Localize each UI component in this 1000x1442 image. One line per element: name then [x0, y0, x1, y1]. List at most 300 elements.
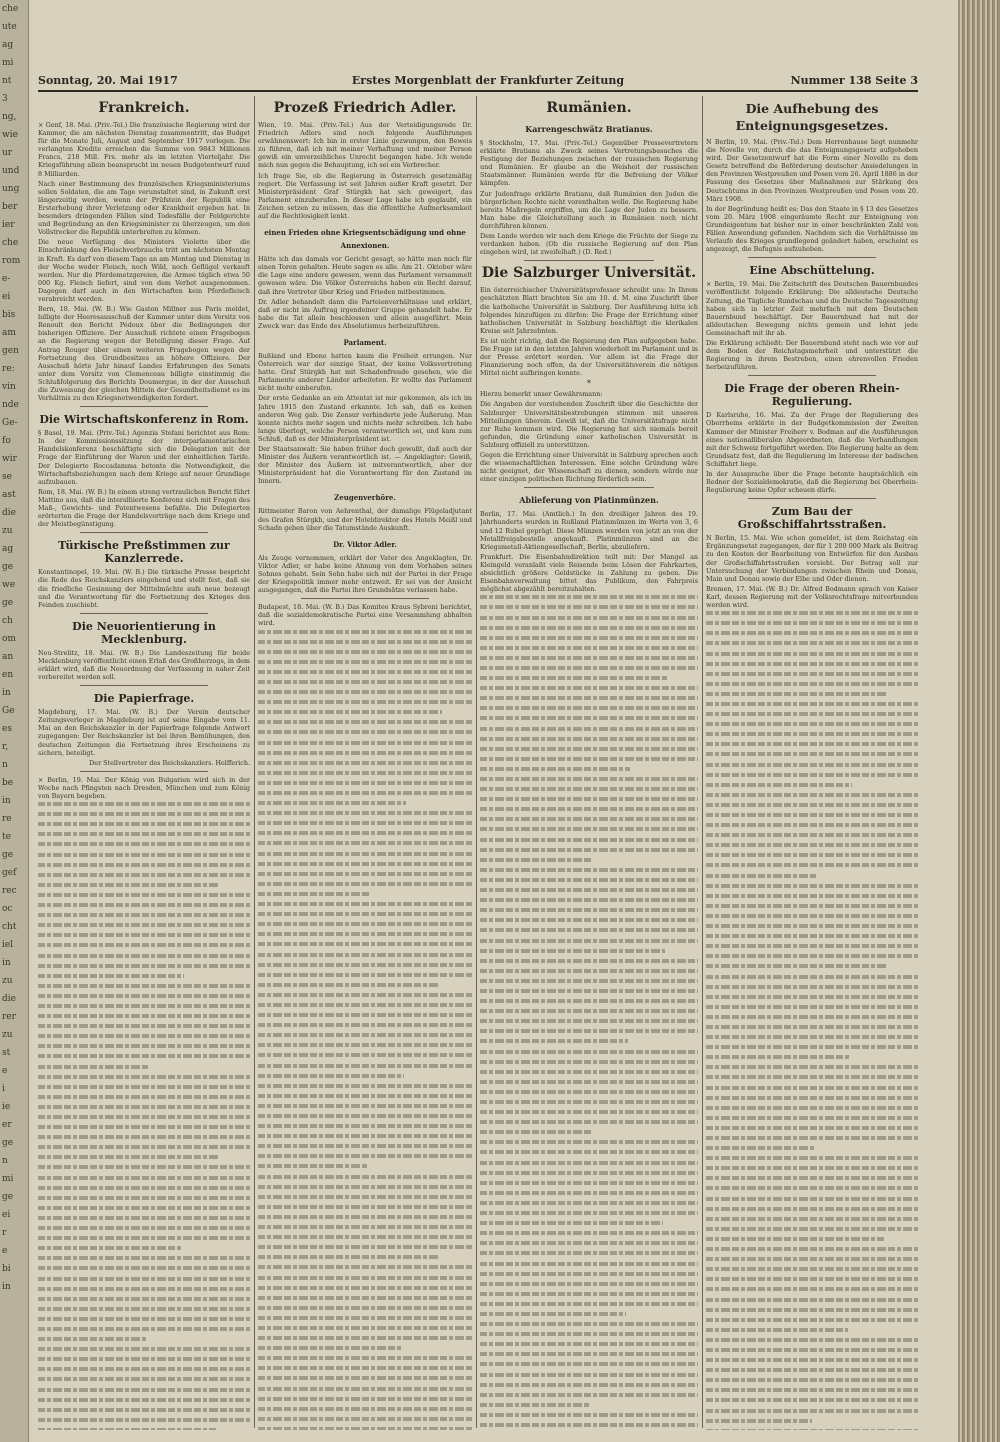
print-line	[706, 682, 918, 690]
print-line	[480, 1110, 698, 1118]
print-line	[706, 1368, 918, 1376]
article-paragraph: Die neue Verfügung des Ministers Violette über die Einschränkung des Fleischverbrauchs tritt am nächsten Montag in Kraft. Es darf von diesem Tage an am Montag und Dienstag in der Woche weder Fleisch, noch Wild, noch Geflügel verkauft werden. Nur die Pferdemetzgereien, die Armee täglich etwa 50 000 Kg. Fleisch liefert, sind von dem Verbot ausgenommen. Dagegen darf auch in den Wirtschaften kein Pferdefleisch verabreicht werden.	[38, 238, 250, 303]
print-line	[706, 1025, 918, 1033]
print-line	[706, 954, 918, 962]
print-line	[480, 1029, 698, 1037]
adjacent-page-fragment: n	[2, 760, 8, 770]
print-line	[258, 720, 472, 728]
adjacent-page-fragment: Ge-	[2, 418, 18, 428]
print-line	[258, 922, 472, 930]
print-line	[706, 975, 918, 983]
print-line	[258, 1296, 472, 1304]
print-line	[480, 1130, 698, 1138]
print-line	[480, 797, 698, 805]
article-paragraph: × Berlin, 19. Mai. Der König von Bulgarien wird sich in der Woche nach Pfingsten nach Dresden, München und zum König von Bayern begeben.	[38, 775, 250, 800]
adjacent-page-fragment: zu	[2, 526, 13, 536]
adjacent-page-fragment: ur	[2, 148, 13, 158]
print-line	[706, 692, 918, 700]
print-line	[706, 611, 918, 619]
print-line	[258, 690, 472, 698]
print-line	[38, 1357, 250, 1365]
print-line	[480, 807, 698, 815]
column-divider	[476, 96, 477, 1428]
column-3: Rumänien. Karrengeschwätz Bratianus. § Stockholm, 17. Mai. (Priv.-Tel.) Gegenüber Pressevertretern erklärte Bratianu als Zweck seines Vertretungsbesuches die Festigung der Beziehungen zwischen der russischen Regierung und Rumänien. Er glaube an die Weisheit der russischen Staatsmänner. Rumänien werde für die Befreiung der Völker kämpfen. Zur Judenfrage erklärte Bratianu, daß Rumänien den Juden die bürgerlichen Rechte nicht vorenthalten wolle. Die Regierung habe bereits Maßregeln ergriffen, um die Lage der Juden zu bessern. Man habe die Gleichstellung auch in Rumänien noch nicht durchführen können. Dem Lande werden wir nach dem Kriege die Früchte der Siege zu verdanken haben. (Ob die russische Regierung auf den Plan eingehen wird, ist zweifelhaft.) (D. Red.) Die Salzburger Universität. Ein österreichischer Universitätsprofessor schreibt uns: In Ihrem geschätzten Blatt brachten Sie am 10. d. M. eine Zuschrift über die katholische Universität in Salzburg. Der Ausführung bitte ich folgendes hinzufügen zu dürfen: Die Frage der Errichtung einer katholischen Universität in Salzburg beschäftigt die klerikalen Kreise seit Jahrzehnten. Es ist nicht richtig, daß die Regierung den Plan aufgegeben habe. Die Frage ist in den letzten Jahren wiederholt im Parlament und in der Presse erörtert worden. Vor allem ist die Frage der Finanzierung noch offen, da der Universitätsverein die nötigen Mittel nicht aufbringen konnte. * Hierzu bemerkt unser Gewährsmann: Die Angaben der vorstehenden Zuschrift über die Geschichte der Salzburger Universitätsbestrebungen stimmen mit unseren Mitteilungen überein. Gewiß ist, daß die Universitätsfrage nicht zur Ruhe kommen wird. Die Regierung hat sich niemals bereit gefunden, die Gründung einer katholischen Universität in Salzburg offiziell zu unterstützen. Gegen die Errichtung einer Universität in Salzburg sprechen auch die wissenschaftlichen Interessen. Eine solche Gründung wäre nicht geeignet, der Wissenschaft zu dienen, sondern würde nur einer einzigen politischen Richtung förderlich sein. Ablieferung von Platinmünzen. Berlin, 17. Mai. (Amtlich.) In den dreißiger Jahren des 19. Jahrhunderts wurden in Rußland Platinmünzen im Werte von 3, 6 und 12 Rubel geprägt. Diese Münzen werden von jetzt an von der Metallfreigabestelle angekauft. Platinmünzen sind an die Kriegsmetall-Aktiengesellschaft, Berlin, abzuliefern. Frankfurt. Die Eisenbahndirektion teilt mit: Der Mangel an Kleingeld veranlaßt viele Reisende beim Lösen der Fahrkarten, absichtlich größere Geldstücke in Zahlung zu geben. Die Eisenbahnverwaltung bittet das Publikum, den Fahrpreis möglichst abgezählt bereitzuhalten.	[480, 96, 698, 1430]
article-paragraph: Hätte ich das damals vor Gericht gesagt, so hätte man mich für einen Toren gehalten. Heute sagen es alle. Am 21. Oktober wäre die Lage eine andere gewesen, wenn das Parlament versammelt gewesen wäre. Die Völker Österreichs haben ein Recht darauf, daß ihre Vertreter über Krieg und Frieden mitbestimmen.	[258, 255, 472, 296]
print-line	[258, 973, 472, 981]
adjacent-page-fragment: die	[2, 994, 16, 1004]
print-line	[258, 1265, 472, 1273]
print-line	[480, 1100, 698, 1108]
adjacent-page-fragment: gef	[2, 868, 17, 878]
print-line	[38, 1266, 250, 1274]
print-line	[38, 1024, 250, 1032]
print-line	[706, 1055, 918, 1063]
book-page-edges	[958, 0, 1000, 1442]
print-line	[706, 1348, 918, 1356]
adjacent-page-fragment: e	[2, 1246, 8, 1256]
print-line	[706, 894, 918, 902]
adjacent-page-fragment: st	[2, 1048, 11, 1058]
adjacent-page-fragment: in	[2, 688, 11, 698]
column-4	[706, 96, 918, 1430]
print-line	[480, 989, 698, 997]
print-line	[706, 793, 918, 801]
print-line	[706, 995, 918, 1003]
print-line	[706, 641, 918, 649]
print-line	[38, 863, 250, 871]
print-line	[480, 767, 698, 775]
print-line	[480, 605, 698, 613]
adjacent-page-fragment: ung	[2, 184, 20, 194]
adjacent-page-fragment: be	[2, 778, 14, 788]
print-line	[480, 595, 698, 603]
print-line	[258, 1276, 472, 1284]
print-line	[258, 1114, 472, 1122]
print-line	[480, 1140, 698, 1148]
print-line	[706, 1166, 918, 1174]
adjacent-page-fragment: che	[2, 4, 19, 14]
adjacent-page-fragment: wie	[2, 130, 18, 140]
article-paragraph: Die Angaben der vorstehenden Zuschrift über die Geschichte der Salzburger Universitätsbestrebungen stimmen mit unseren Mitteilungen überein. Gewiß ist, daß die Universitätsfrage nicht zur Ruhe kommen wird. Die Regierung hat sich niemals bereit gefunden, die Gründung einer katholischen Universität in Salzburg offiziell zu unterstützen.	[480, 400, 698, 449]
print-line	[258, 741, 472, 749]
print-line	[258, 902, 472, 910]
print-line	[706, 1378, 918, 1386]
article-paragraph: × Berlin, 19. Mai. Die Zeitschrift des Deutschen Bauernbundes veröffentlicht folgende Erklärung: Die alldeutsche Deutsche Zeitung, die Tägliche Rundschau und die Deutsche Tageszeitung haben sich in letzter Zeit mehrfach mit dem Deutschen Bauernbund beschäftigt. Der Bauernbund hat mit der alldeutschen Bewegung nichts gemein und lehnt jede Gemeinschaft mit ihr ab.	[706, 280, 918, 337]
adjacent-page-fragment: ber	[2, 202, 18, 212]
print-line	[706, 1217, 918, 1225]
print-line	[38, 802, 250, 810]
print-line	[38, 1408, 250, 1416]
print-line	[480, 1120, 698, 1128]
adjacent-page-fragment: vin	[2, 382, 16, 392]
print-line	[706, 621, 918, 629]
print-line	[480, 888, 698, 896]
article-paragraph: N Berlin, 19. Mai. (Priv.-Tel.) Dem Herrenhause liegt nunmehr die Novelle vor, durch die das Enteignungsgesetz aufgehoben wird. Der Gesetzentwurf hat die Form einer Novelle zu dem Gesetz betreffend die Beförderung deutscher Ansiedelungen in den Provinzen Westpreußen und Posen vom 26. April 1886 in der Fassung des Gesetzes über Maßnahmen zur Stärkung des Deutschtums in den Provinzen Westpreußen und Posen vom 20. März 1908.	[706, 138, 918, 203]
print-line	[258, 660, 472, 668]
print-line	[258, 1195, 472, 1203]
adjacent-page-fragment: ag	[2, 544, 14, 554]
adjacent-page-fragment: ei	[2, 292, 11, 302]
print-line	[258, 872, 472, 880]
print-line	[480, 1383, 698, 1391]
adjacent-page-fragment: ie	[2, 1102, 11, 1112]
headline-mecklenburg: Die Neuorientierung in Mecklenburg.	[72, 619, 216, 646]
print-line	[258, 1215, 472, 1223]
adjacent-page-fragment: ge	[2, 1138, 14, 1148]
print-line	[258, 1053, 472, 1061]
print-line	[258, 1154, 472, 1162]
adjacent-page-fragment: ute	[2, 22, 17, 32]
print-line	[38, 1277, 250, 1285]
print-line	[480, 1262, 698, 1270]
print-line	[38, 1388, 250, 1396]
header-rule	[38, 90, 918, 92]
print-line	[38, 812, 250, 820]
print-line	[706, 1318, 918, 1326]
print-line	[258, 1164, 472, 1172]
headline-platinmuenzen: Ablieferung von Platinmünzen.	[519, 495, 659, 506]
print-line	[38, 853, 250, 861]
column-filler	[258, 630, 472, 1431]
print-line	[38, 1115, 250, 1123]
print-line	[706, 1267, 918, 1275]
print-line	[258, 630, 472, 638]
print-line	[258, 1134, 472, 1142]
print-line	[480, 716, 698, 724]
print-line	[258, 1003, 472, 1011]
headline-rhein-regulierung: Die Frage der oberen Rhein-Regulierung.	[724, 382, 900, 409]
print-line	[38, 943, 250, 951]
adjacent-page-fragment: an	[2, 652, 14, 662]
adjacent-page-fragment: ast	[2, 490, 16, 500]
print-line	[258, 1235, 472, 1243]
article-paragraph: Berlin, 17. Mai. (Amtlich.) In den dreißiger Jahren des 19. Jahrhunderts wurden in Rußland Platinmünzen im Werte von 3, 6 und 12 Rubel geprägt. Diese Münzen werden von jetzt an von der Metallfreigabestelle angekauft. Platinmünzen sind an die Kriegsmetall-Aktiengesellschaft, Berlin, abzuliefern.	[480, 510, 698, 551]
article-paragraph: § Basel, 19. Mai. (Priv.-Tel.) Agenzia Stefani berichtet aus Rom: In der Kommissionssitzung der interparlamentarischen Handelskonferenz beschäftigte sich die Delegation mit der Frage der Einführung der Waren und der einheitlichen Tarife. Der Delegierte Roccadamma betonte die Notwendigkeit, die Wirtschaftsbeziehungen nach dem Kriege auf neuer Grundlage aufzubauen.	[38, 429, 250, 486]
print-line	[480, 676, 698, 684]
print-line	[706, 1298, 918, 1306]
print-line	[706, 783, 918, 791]
subheading: Parlament.	[343, 337, 387, 347]
adjacent-page-fragment: e-	[2, 274, 11, 284]
print-line	[706, 1176, 918, 1184]
print-line	[480, 1251, 698, 1259]
article-paragraph: Budapest, 18. Mai. (W. B.) Das Komitee Kraus Sybreni berichtet, daß die sozialdemokratische Partei eine Versammlung abhalten wird.	[258, 603, 472, 628]
print-line	[258, 932, 472, 940]
print-line	[38, 842, 250, 850]
print-line	[258, 761, 472, 769]
print-line	[38, 1155, 250, 1163]
column-1	[38, 96, 250, 1430]
adjacent-page-fragment: die	[2, 508, 16, 518]
print-line	[706, 884, 918, 892]
print-line	[480, 1423, 698, 1430]
article-paragraph: Magdeburg, 17. Mai. (W. B.) Der Verein deutscher Zeitungsverleger in Magdeburg ist auf seine Eingabe vom 11. Mai an den Reichskanzler in der Papierfrage folgende Antwort zugegangen: Der Reichskanzler ist bei ihren Bemühungen, den deutschen Zeitungen die Fortsetzung ihres Erscheinens zu sichern, beteiligt.	[38, 708, 250, 757]
print-line	[480, 1060, 698, 1068]
print-line	[706, 1126, 918, 1134]
print-line	[38, 1287, 250, 1295]
print-line	[480, 1191, 698, 1199]
print-line	[38, 1145, 250, 1153]
print-line	[480, 878, 698, 886]
print-line	[258, 1175, 472, 1183]
print-line	[258, 953, 472, 961]
column-filler	[38, 802, 250, 1430]
print-line	[38, 1398, 250, 1406]
print-line	[706, 1328, 918, 1336]
print-line	[706, 712, 918, 720]
adjacent-page-fragment: ch	[2, 616, 13, 626]
print-line	[38, 964, 250, 972]
article-paragraph: In der Begründung heißt es: Das den Staate in § 13 des Gesetzes vom 20. März 1908 eingeräumte Recht zur Enteignung von Grundeigentum hat bisher nur in einer beschränkten Zahl von Fällen Anwendung gefunden. Nachdem sich die Verhältnisse im Verlaufe des Krieges grundlegend geändert haben, erscheint es angezeigt, die Befugnis aufzuheben.	[706, 204, 918, 254]
subheading: Dr. Viktor Adler.	[333, 539, 397, 549]
print-line	[258, 852, 472, 860]
print-line	[258, 1376, 472, 1384]
subheading: Zeugenverhöre.	[334, 493, 396, 503]
adjacent-page-fragment: nde	[2, 400, 19, 410]
print-line	[258, 700, 472, 708]
print-line	[706, 853, 918, 861]
print-line	[706, 752, 918, 760]
article-paragraph: Rittmeister Baron von Aehrenthal, der damalige Flügeladjutant des Grafen Stürgkh, und der Hoteldirektor des Hotels Meißl und Schadn geben über die Tatumstände Auskunft.	[258, 507, 472, 532]
print-line	[38, 1135, 250, 1143]
adjacent-page-fragment: in	[2, 796, 11, 806]
adjacent-page-fragment: Ge	[2, 706, 15, 716]
column-2	[258, 96, 472, 1430]
print-line	[38, 1246, 250, 1254]
print-line	[706, 1398, 918, 1406]
print-line	[706, 1086, 918, 1094]
headline-papierfrage: Die Papierfrage.	[93, 692, 195, 706]
print-line	[258, 993, 472, 1001]
print-line	[258, 963, 472, 971]
column-filler	[706, 611, 918, 1430]
print-line	[480, 1181, 698, 1189]
print-line	[38, 1206, 250, 1214]
print-line	[480, 918, 698, 926]
print-line	[706, 985, 918, 993]
adjacent-page-fragment: ng,	[2, 112, 17, 122]
article-paragraph: Die Erklärung schließt: Der Bauernbund steht nach wie vor auf dem Boden der Reichstagsmehrheit und unterstützt die Regierung in ihrem Bestreben, einen ehrenvollen Frieden herbeizuführen.	[706, 338, 918, 372]
print-line	[480, 1282, 698, 1290]
print-line	[706, 1277, 918, 1285]
adjacent-page-fragment: ge	[2, 1192, 14, 1202]
print-line	[258, 1043, 472, 1051]
article-paragraph: D Karlsruhe, 16. Mai. Zu der Frage der Regulierung des Oberrheins erklärte in der Budgetkommission der Zweiten Kammer der Minister Freiherr v. Bodman auf die Ausführungen eines nationalliberalen Abgeordneten, daß die Verhandlungen mit der Schweiz fortgeführt werden. Die Regierung halte an dem Grundsatz fest, daß die Regulierung im Interesse der badischen Schiffahrt liege.	[706, 411, 918, 468]
print-line	[480, 999, 698, 1007]
article-paragraph: Rußland und Ebene hatten kaum die Freiheit errungen. Nur Österreich war der einzige Staat, der keine Volksvertretung hatte. Graf Stürgkh hat mit Schadenfreude gesehen, wie die Parlamente anderer Länder arbeiteten. Er wollte das Parlament nicht mehr einberufen.	[258, 351, 472, 393]
print-line	[706, 904, 918, 912]
print-line	[706, 722, 918, 730]
article-paragraph: Gegen die Errichtung einer Universität in Salzburg sprechen auch die wissenschaftlichen Interessen. Eine solche Gründung wäre nicht geeignet, der Wissenschaft zu dienen, sondern würde nur einer einzigen politischen Richtung förderlich sein.	[480, 451, 698, 484]
print-line	[706, 843, 918, 851]
print-line	[706, 672, 918, 680]
print-line	[38, 1065, 250, 1073]
print-line	[480, 1161, 698, 1169]
print-line	[480, 1019, 698, 1027]
print-line	[258, 1225, 472, 1233]
print-line	[258, 882, 472, 890]
print-line	[480, 1302, 698, 1310]
print-line	[706, 1287, 918, 1295]
print-line	[706, 803, 918, 811]
print-line	[706, 1409, 918, 1417]
article-paragraph: Ein österreichischer Universitätsprofessor schreibt uns: In Ihrem geschätzten Blatt brachten Sie am 10. d. M. eine Zuschrift über die katholische Universität in Salzburg. Der Ausführung bitte ich folgendes hinzufügen zu dürfen: Die Frage der Errichtung einer katholischen Universität in Salzburg beschäftigt die klerikalen Kreise seit Jahrzehnten.	[480, 286, 698, 335]
adjacent-page-fragment: we	[2, 580, 16, 590]
print-line	[706, 1197, 918, 1205]
adjacent-page-fragment: in	[2, 958, 11, 968]
print-line	[480, 1039, 698, 1047]
print-line	[480, 898, 698, 906]
print-line	[38, 1226, 250, 1234]
print-line	[38, 1014, 250, 1022]
article-paragraph: Es ist nicht richtig, daß die Regierung den Plan aufgegeben habe. Die Frage ist in den letzten Jahren wiederholt im Parlament und in der Presse erörtert worden. Vor allem ist die Frage der Finanzierung noch offen, da der Universitätsverein die nötigen Mittel nicht aufbringen konnte.	[480, 336, 698, 378]
print-line	[480, 848, 698, 856]
print-line	[258, 781, 472, 789]
print-line	[258, 650, 472, 658]
print-line	[258, 841, 472, 849]
column-filler	[480, 595, 698, 1430]
print-line	[258, 751, 472, 759]
print-line	[258, 1084, 472, 1092]
adjacent-page-fragment: mi	[2, 1174, 14, 1184]
adjacent-page-fragment: fo	[2, 436, 11, 446]
headline-abschuettelung: Eine Abschüttelung.	[749, 264, 875, 278]
print-line	[706, 1227, 918, 1235]
print-line	[480, 706, 698, 714]
adjacent-page-fragment: ei	[2, 1210, 11, 1220]
adjacent-page-fragment: und	[2, 166, 20, 176]
print-line	[258, 1064, 472, 1072]
page-number: Nummer 138 Seite 3	[790, 74, 918, 87]
print-line	[258, 710, 472, 718]
adjacent-page-fragment: ge	[2, 850, 14, 860]
print-line	[38, 1095, 250, 1103]
article-paragraph: In der Aussprache über die Frage betonte hauptsächlich ein Redner der Sozialdemokratie, daß die Regierung bei Oberrhein-Regulierung keine Opfer scheuen dürfe.	[706, 470, 918, 495]
print-line	[706, 773, 918, 781]
article-paragraph: Der Staatsanwalt: Sie haben früher doch gewußt, daß auch der Minister des Äußern verantwortlich ist. — Angeklagter: Gewiß, der Minister des Äußern ist mitverantwortlich, aber der Ministerpräsident hat die Verantwortung für den Zustand im Innern.	[258, 445, 472, 486]
adjacent-page-fragment: zu	[2, 1030, 13, 1040]
print-line	[706, 1237, 918, 1245]
print-line	[38, 1307, 250, 1315]
adjacent-page-fragment: iel	[2, 940, 14, 950]
headline-rumaenien: Rumänien.	[546, 100, 632, 116]
column-divider	[254, 96, 255, 1428]
print-line	[38, 903, 250, 911]
print-line	[480, 979, 698, 987]
print-line	[38, 1377, 250, 1385]
print-line	[480, 959, 698, 967]
print-line	[706, 1065, 918, 1073]
print-line	[258, 1074, 472, 1082]
print-line	[38, 1196, 250, 1204]
article-paragraph: Ich frage Sie, ob die Regierung in Österreich gesetzmäßig regiert. Die Verfassung ist seit Jahren außer Kraft gesetzt. Der Ministerpräsident Graf Stürgkh hat sich geweigert, das Parlament einzuberufen. In dieser Lage habe ich geglaubt, ein Zeichen setzen zu müssen, das die öffentliche Aufmerksamkeit auf die Rechtlosigkeit lenkt.	[258, 171, 472, 221]
adjacent-page-fragment: es	[2, 724, 12, 734]
print-line	[706, 1419, 918, 1427]
adjacent-page-fragment: nt	[2, 76, 12, 86]
article-paragraph: Nach einer Bestimmung des französischen Kriegsministeriums sollen Soldaten, die am Tage verunstaltet sind, in Zukunft erst längerzeitig werden, wenn der Prüfstein der Republik eine Ersterhebung ihrer Verletzung oder Krankheit ergeben hat. In besonders dringenden Fällen sind Todesfälle der Feldgerichte und Begründung an den Kriegsminister zu überzeugen, um den Vollstrecker die Republik unterbreiten zu können.	[38, 179, 250, 237]
adjacent-page-fragment: om	[2, 634, 16, 644]
headline-enteignungsgesetz: Die Aufhebung des Enteignungsgesetzes.	[735, 101, 889, 133]
print-line	[480, 1231, 698, 1239]
print-line	[258, 1387, 472, 1395]
print-line	[258, 1144, 472, 1152]
issue-date: Sonntag, 20. Mai 1917	[38, 74, 178, 87]
print-line	[38, 1004, 250, 1012]
print-line	[258, 680, 472, 688]
print-line	[258, 1124, 472, 1132]
adjacent-page-fragment: n	[2, 1156, 8, 1166]
print-line	[480, 1090, 698, 1098]
headline-frankreich: Frankreich.	[98, 100, 190, 116]
print-line	[480, 1070, 698, 1078]
print-line	[480, 666, 698, 674]
adjacent-page-fragment: 3	[2, 94, 8, 104]
print-line	[706, 732, 918, 740]
print-line	[706, 944, 918, 952]
article-paragraph: × Genf, 18. Mai. (Priv.-Tel.) Die französische Regierung wird der Kammer, die am nächsten Dienstag zusammentritt, das Budget für die Monate Juli, August und September 1917 vorlegen. Die verlangten Kredite erreichen die Summe von 9843 Millionen Francs, 218 Mill. Frs. mehr als im letzten Vierteljahr. Die Kriegsführung allein beansprucht im neuen Budgetentwurf rund 8 Milliarden.	[38, 121, 250, 178]
article-paragraph: Konstantinopel, 19. Mai. (W. B.) Die türkische Presse bespricht die Rede des Reichskanzlers eingehend und stellt fest, daß sie die friedliche Gesinnung der Mittelmächte aufs neue bezeugt und die Verantwortung für die Fortsetzung des Krieges den Feinden zuschiebt.	[38, 568, 250, 609]
print-line	[706, 1015, 918, 1023]
print-line	[480, 838, 698, 846]
print-line	[480, 757, 698, 765]
print-line	[480, 656, 698, 664]
print-line	[480, 1009, 698, 1017]
print-line	[480, 1322, 698, 1330]
print-line	[706, 702, 918, 710]
print-line	[480, 1373, 698, 1381]
print-line	[480, 1393, 698, 1401]
print-line	[706, 1308, 918, 1316]
print-line	[480, 1342, 698, 1350]
adjacent-page-fragment: wir	[2, 454, 17, 464]
print-line	[258, 1185, 472, 1193]
print-line	[38, 873, 250, 881]
print-line	[38, 1347, 250, 1355]
print-line	[706, 823, 918, 831]
adjacent-page-fragment: mi	[2, 58, 14, 68]
print-line	[258, 1336, 472, 1344]
print-line	[258, 1013, 472, 1021]
print-line	[38, 1418, 250, 1426]
print-line	[38, 1236, 250, 1244]
print-line	[258, 791, 472, 799]
article-paragraph: § Stockholm, 17. Mai. (Priv.-Tel.) Gegenüber Pressevertretern erklärte Bratianu als Zweck seines Vertretungsbesuches die Festigung der Beziehungen zwischen der russischen Regierung und Rumänien. Er glaube an die Weisheit der russischen Staatsmänner. Rumänien werde für die Befreiung der Völker kämpfen.	[480, 139, 698, 188]
print-line	[706, 1207, 918, 1215]
article-paragraph: Der erste Gedanke an ein Attentat ist mir gekommen, als ich im Jahre 1915 den Zustand erkannte. Ich sah, daß es keinen anderen Weg gab. Die Zensur verhinderte jede Äußerung. Man konnte nichts mehr sagen und nichts mehr schreiben. Ich habe lange überlegt, welche Person verantwortlich sei, und kam zum Schluß, daß es der Ministerpräsident ist.	[258, 394, 472, 443]
print-line	[38, 933, 250, 941]
print-line	[706, 742, 918, 750]
adjacent-page-fragment: re	[2, 814, 12, 824]
print-line	[38, 883, 250, 891]
print-line	[480, 1403, 698, 1411]
print-line	[480, 747, 698, 755]
print-line	[706, 914, 918, 922]
print-line	[706, 1338, 918, 1346]
adjacent-page-fragment: cht	[2, 922, 17, 932]
article-paragraph: N Berlin, 15. Mai. Wie schon gemeldet, ist dem Reichstag ein Ergänzungsetat zugegangen, der für 1 200 000 Mark als Beitrag zu den Kosten der Bearbeitung von Entwürfen für den Ausbau der Großschiffahrtsstraßen vorsieht. Der Betrag soll zur Untersuchung der Verbindungen zwischen Rhein und Donau, Main und Donau sowie der Elbe und Oder dienen.	[706, 534, 918, 583]
print-line	[480, 1292, 698, 1300]
adjacent-page-fragment: rec	[2, 886, 17, 896]
adjacent-page-fragment: in	[2, 1282, 11, 1292]
print-line	[258, 912, 472, 920]
print-line	[258, 730, 472, 738]
print-line	[258, 821, 472, 829]
print-line	[480, 1272, 698, 1280]
print-line	[706, 1035, 918, 1043]
article-paragraph: Wien, 19. Mai. (Priv.-Tel.) Aus der Verteidigungsrede Dr. Friedrich Adlers sind noch folgende Ausführungen erwähnenswert: Ich bin in erster Linie gezwungen, den Beweis zu führen, daß ich mit meiner Verhaftung und meiner Person gewiß ein unverzeihliches Unrecht begangen habe. Ich wende mich nun gegen die Behauptung, ich sei ein Verbrecher.	[258, 121, 472, 170]
print-line	[38, 1367, 250, 1375]
print-line	[38, 1125, 250, 1133]
